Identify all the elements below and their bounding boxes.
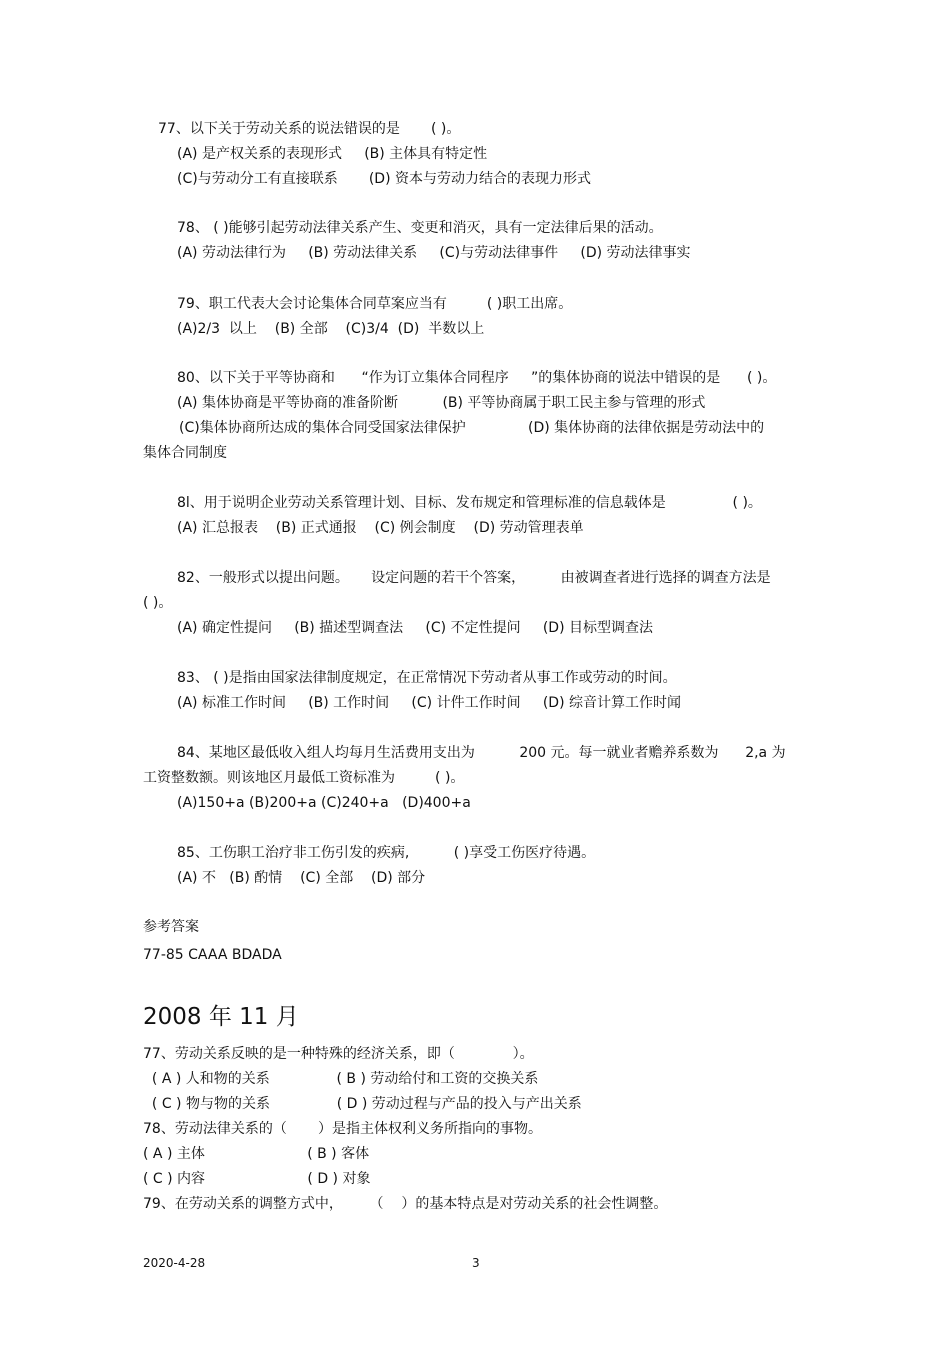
footer-date: 2020-4-28 — [143, 1256, 206, 1270]
question-81-stem: 8l、用于说明企业劳动关系管理计划、目标、发布规定和管理标准的信息载体是 ( )。 — [177, 495, 762, 511]
section-heading: 2008 年 11 月 — [143, 1004, 299, 1030]
question-83-stem: 83、 ( )是指由国家法律制度规定，在正常情况下劳动者从事工作或劳动的时间。 — [177, 670, 677, 686]
question-78-options: (A) 劳动法律行为 (B) 劳动法律关系 (C)与劳动法律事件 (D) 劳动法律事实 — [177, 245, 691, 261]
question-83-options: (A) 标准工作时间 (B) 工作时间 (C) 计件工作时间 (D) 综音计算工作时闻 — [177, 695, 681, 711]
answers-text: 77-85 CAAA BDADA — [143, 947, 282, 963]
footer-page-number: 3 — [472, 1256, 480, 1270]
question-82-stem: 82、一般形式以提出问题。 设定问题的若干个答案， 由被调查者进行选择的调查方法是 — [177, 570, 771, 586]
question-80-options-2: (C)集体协商所达成的集体合同受国家法律保护 (D) 集体协商的法律依据是劳动法中的 — [179, 420, 765, 436]
question-77-options-2: (C)与劳动分工有直接联系 (D) 资本与劳动力结合的表现力形式 — [177, 171, 592, 187]
question-81-options: (A) 汇总报表 (B) 正式通报 (C) 例会制度 (D) 劳动管理表单 — [177, 520, 584, 536]
question-82-options: (A) 确定性提问 (B) 描述型调查法 (C) 不定性提问 (D) 目标型调查法 — [177, 620, 653, 636]
question-82-stem-cont: ( )。 — [143, 595, 173, 611]
question-77-stem: 77、以下关于劳动关系的说法错误的是 ( )。 — [158, 121, 461, 137]
s2-question-77-options-2: ( C ) 物与物的关系 ( D ) 劳动过程与产品的投入与产出关系 — [143, 1096, 582, 1112]
question-84-options: (A)150+a (B)200+a (C)240+a (D)400+a — [177, 795, 471, 811]
question-84-stem-cont: 工资整数额。则该地区月最低工资标准为 ( )。 — [143, 770, 465, 786]
s2-question-78-options-1: ( A ) 主体 ( B ) 客体 — [143, 1146, 370, 1162]
s2-question-78-stem: 78、劳动法律关系的（ ）是指主体权利义务所指向的事物。 — [143, 1121, 542, 1137]
question-80-stem: 80、以下关于平等协商和 “作为订立集体合同程序 ”的集体协商的说法中错误的是 ( )。 — [177, 370, 777, 386]
answers-title: 参考答案 — [143, 919, 199, 935]
question-80-options-3: 集体合同制度 — [143, 445, 227, 461]
question-85-options: (A) 不 (B) 酌情 (C) 全部 (D) 部分 — [177, 870, 426, 886]
question-77-options-1: (A) 是产权关系的表现形式 (B) 主体具有特定性 — [177, 146, 488, 162]
s2-question-77-stem: 77、劳动关系反映的是一种特殊的经济关系，即（ ）。 — [143, 1046, 534, 1062]
question-78-stem: 78、 ( )能够引起劳动法律关系产生、变更和消灭，具有一定法律后果的活动。 — [177, 220, 663, 236]
s2-question-77-options-1: ( A ) 人和物的关系 ( B ) 劳动给付和工资的交换关系 — [143, 1071, 539, 1087]
s2-question-78-options-2: ( C ) 内容 ( D ) 对象 — [143, 1171, 371, 1187]
question-80-options-1: (A) 集体协商是平等协商的准备阶断 (B) 平等协商属于职工民主参与管理的形式 — [177, 395, 706, 411]
question-79-options: (A)2/3 以上 (B) 全部 (C)3/4 (D) 半数以上 — [177, 321, 485, 337]
question-79-stem: 79、职工代表大会讨论集体合同草案应当有 ( )职工出席。 — [177, 296, 573, 312]
s2-question-79-stem: 79、在劳动关系的调整方式中， （ ）的基本特点是对劳动关系的社会性调整。 — [143, 1196, 668, 1212]
question-84-stem: 84、某地区最低收入组人均每月生活费用支出为 200 元。每一就业者赡养系数为 2,a 为 — [177, 745, 786, 761]
question-85-stem: 85、工伤职工治疗非工伤引发的疾病, ( )享受工伤医疗待遇。 — [177, 845, 596, 861]
